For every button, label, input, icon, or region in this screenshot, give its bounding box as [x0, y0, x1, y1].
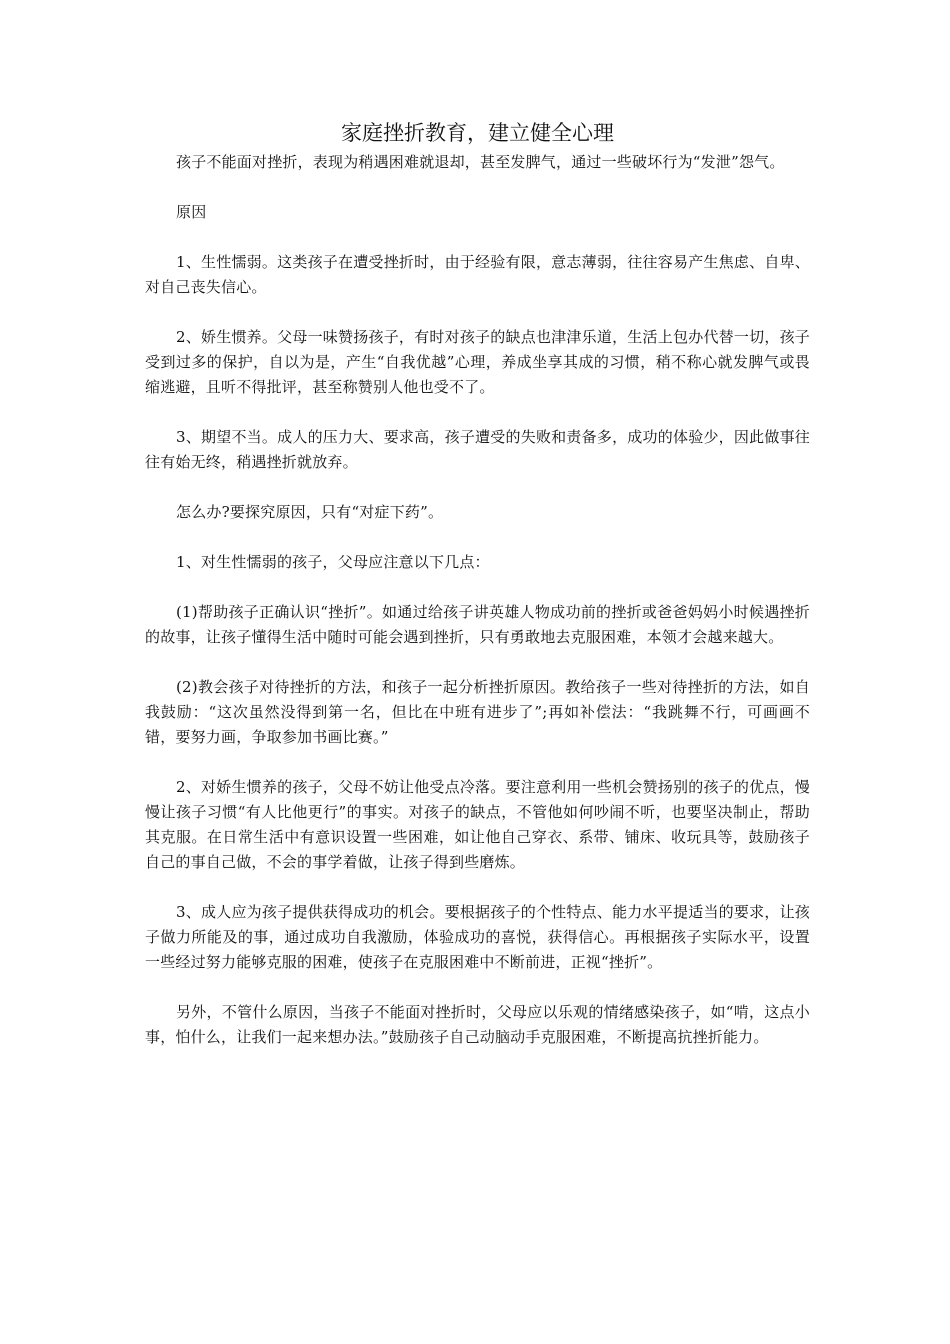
paragraph-intro: 孩子不能面对挫折，表现为稍遇困难就退却，甚至发脾气，通过一些破坏行为“发泄”怨气。: [176, 153, 785, 171]
paragraph-solutions-heading: 怎么办?要探究原因，只有“对症下药”。: [176, 503, 444, 521]
paragraph-solution-3: 3、成人应为孩子提供获得成功的机会。要根据孩子的个性特点、能力水平提适当的要求，让孩子做力所能及的事，通过成功自我激励，体验成功的喜悦，获得信心。再根据孩子实际水平，设置一些经过努力能够克服的困难，使孩子在克服困难中不断前进，正视“挫折”。: [145, 903, 810, 971]
document-body: [145, 118, 810, 1075]
paragraph-solution-2: 2、对娇生惯养的孩子，父母不妨让他受点冷落。要注意利用一些机会赞扬别的孩子的优点，慢慢让孩子习惯“有人比他更行”的事实。对孩子的缺点，不管他如何吵闹不听，也要坚决制止，帮助其克服。在日常生活中有意识设置一些困难，如让他自己穿衣、系带、铺床、收玩具等，鼓励孩子自己的事自己做，不会的事学着做，让孩子得到些磨炼。: [145, 778, 810, 871]
paragraph-cause-1: 1、生性懦弱。这类孩子在遭受挫折时，由于经验有限，意志薄弱，往往容易产生焦虑、自卑、对自己丧失信心。: [145, 253, 810, 296]
paragraph-cause-3: 3、期望不当。成人的压力大、要求高，孩子遭受的失败和责备多，成功的体验少，因此做事往往有始无终，稍遇挫折就放弃。: [145, 428, 810, 471]
paragraph-solution-1-a: (1)帮助孩子正确认识“挫折”。如通过给孩子讲英雄人物成功前的挫折或爸爸妈妈小时候遇挫折的故事，让孩子懂得生活中随时可能会遇到挫折，只有勇敢地去克服困难，本领才会越来越大。: [145, 603, 810, 646]
paragraph-solution-1: 1、对生性懦弱的孩子，父母应注意以下几点：: [176, 553, 490, 571]
paragraph-solution-1-b: (2)教会孩子对待挫折的方法，和孩子一起分析挫折原因。教给孩子一些对待挫折的方法，如自我鼓励：“这次虽然没得到第一名，但比在中班有进步了”;再如补偿法：“我跳舞不行，可画画不错，要努力画，争取参加书画比赛。”: [145, 678, 810, 746]
paragraph-cause-2: 2、娇生惯养。父母一味赞扬孩子，有时对孩子的缺点也津津乐道，生活上包办代替一切，孩子受到过多的保护，自以为是，产生“自我优越”心理，养成坐享其成的习惯，稍不称心就发脾气或畏缩逃避，且听不得批评，甚至称赞别人他也受不了。: [145, 328, 810, 396]
paragraph-conclusion: 另外，不管什么原因，当孩子不能面对挫折时，父母应以乐观的情绪感染孩子，如“啃，这点小事，怕什么，让我们一起来想办法。”鼓励孩子自己动脑动手克服困难，不断提高抗挫折能力。: [145, 1003, 810, 1046]
paragraph-causes-heading: 原因: [176, 203, 207, 221]
document-title: 家庭挫折教育，建立健全心理: [341, 121, 614, 145]
